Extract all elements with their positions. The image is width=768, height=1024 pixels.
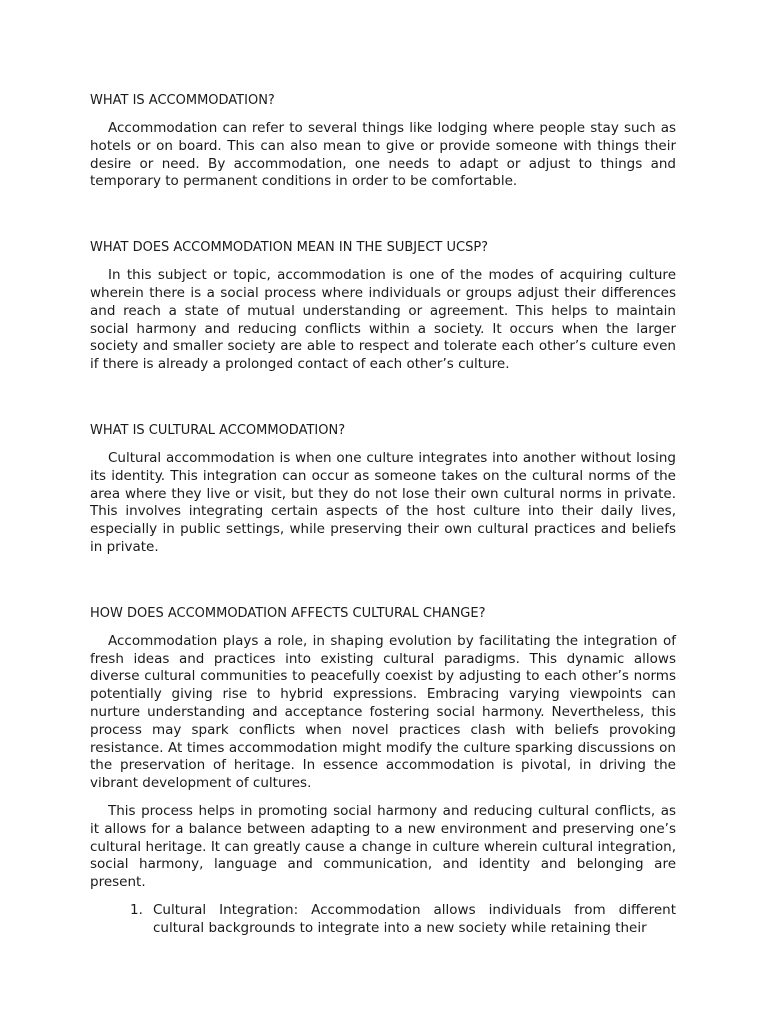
body-paragraph: Accommodation can refer to several things like lodging where people stay such as hotels or on board. This can also mean to give or provide someone with things their desire or need. By accommodation, one needs to adapt or adjust to things and temporary to permanent conditions in order to be comfortable. bbox=[90, 120, 676, 190]
body-paragraph: This process helps in promoting social harmony and reducing cultural conflicts, as it allows for a balance between adapting to a new environment and preserving one’s cultural heritage. It can greatly cause a change in culture wherein cultural integration, social harmony, language and communication, and identity and belonging are present. bbox=[90, 802, 676, 891]
section-accommodation-cultural-change bbox=[90, 605, 676, 938]
body-paragraph: Accommodation plays a role, in shaping evolution by facilitating the integration of fresh ideas and practices into existing cultural paradigms. This dynamic allows diverse cultural communities to peacefully coexist by adjusting to each other’s norms potentially giving rise to hybrid expressions. Embracing varying viewpoints can nurture understanding and acceptance fostering social harmony. Nevertheless, this process may spark conflicts when novel practices clash with beliefs provoking resistance. At times accommodation might modify the culture sparking discussions on the preservation of heritage. In essence accommodation is pivotal, in driving the vibrant development of cultures. bbox=[90, 632, 676, 792]
numbered-list bbox=[90, 902, 676, 938]
section-heading: HOW DOES ACCOMMODATION AFFECTS CULTURAL CHANGE? bbox=[90, 605, 486, 621]
document-page bbox=[90, 92, 676, 938]
list-item-number: 1. bbox=[130, 901, 143, 918]
body-paragraph: In this subject or topic, accommodation is one of the modes of acquiring culture wherein there is a social process where individuals or groups adjust their differences and reach a state of mutual understanding or agreement. This helps to maintain social harmony and reducing conflicts within a society. It occurs when the larger society and smaller society are able to respect and tolerate each other’s culture even if there is already a prolonged contact of each other’s culture. bbox=[90, 267, 676, 373]
list-item-text: Cultural Integration: Accommodation allows individuals from different cultural backgrounds to integrate into a new society while retaining their bbox=[153, 901, 676, 936]
section-heading: WHAT IS ACCOMMODATION? bbox=[90, 93, 275, 108]
section-accommodation-ucsp bbox=[90, 239, 676, 374]
section-cultural-accommodation bbox=[90, 422, 676, 557]
section-what-is-accommodation bbox=[90, 92, 676, 191]
section-heading: WHAT DOES ACCOMMODATION MEAN IN THE SUBJECT UCSP? bbox=[90, 240, 489, 256]
section-heading: WHAT IS CULTURAL ACCOMMODATION? bbox=[90, 422, 346, 438]
body-paragraph: Cultural accommodation is when one culture integrates into another without losing its identity. This integration can occur as someone takes on the cultural norms of the area where they live or visit, but they do not lose their own cultural norms in private. This involves integrating certain aspects of the host culture into their daily lives, especially in public settings, while preserving their own cultural practices and beliefs in private. bbox=[90, 449, 676, 555]
list-item bbox=[90, 902, 676, 938]
